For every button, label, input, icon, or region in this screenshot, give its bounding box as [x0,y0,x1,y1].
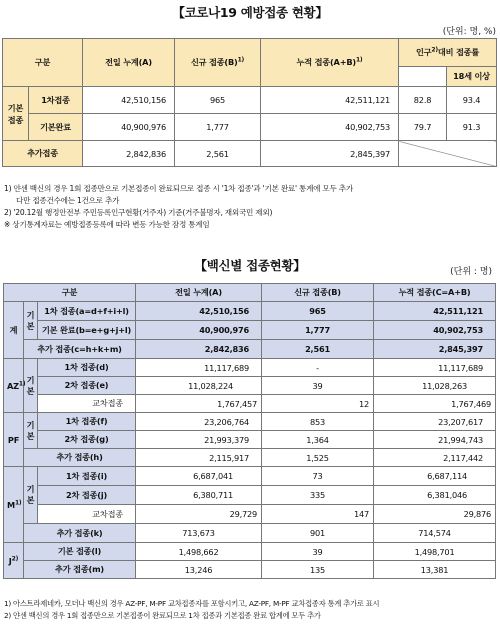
t2-row-label: 기본 완료(b=e+g+j+l) [38,321,136,340]
t2-cell: 39 [262,543,374,561]
t2-group-total: 계 [4,302,24,359]
t2-row-label: 1차 접종(a=d+f+i+l) [38,302,136,321]
t2-cell: 11,117,689 [374,359,496,377]
t2-row-label: 추가 접종(h) [24,449,136,467]
t2-cell: 6,381,046 [374,486,496,505]
t1-cell: 1,777 [175,114,261,141]
vaccination-status-table [2,38,497,167]
t2-cell: 901 [262,524,374,543]
t2-group-pf: PF [4,413,24,467]
t2-row-label: 1차 접종(f) [38,413,136,431]
t2-cell: 13,246 [136,561,262,579]
t2-cell: 73 [262,467,374,486]
t2-cell: 1,767,469 [374,395,496,413]
t2-cell: 2,842,836 [136,340,262,359]
t2-cell: 1,767,457 [136,395,262,413]
t1-header-category: 구분 [3,39,83,87]
t1-basic-group: 기본 접종 [3,87,29,141]
t2-cell: 40,900,976 [136,321,262,340]
t1-diagonal-empty [399,141,497,167]
t2-cell: 2,561 [262,340,374,359]
t2-cell: 1,777 [262,321,374,340]
t1-header-new: 신규 접종$(B)^{1)}$ [175,39,261,87]
t2-row-label: 교차접종 [38,395,136,413]
note-line: 다만 접종건수에는 1건으로 추가 [16,196,120,205]
t2-basic-label: 기본 [24,413,38,449]
t2-row-label: 추가 접종(m) [24,561,136,579]
t2-cell: 2,117,442 [374,449,496,467]
unit-label-1: (단위: 명, %) [442,27,496,37]
t2-row-label: 추가 접종(c=h+k+m) [24,340,136,359]
note-line: 2) 얀센 백신의 경우 1회 접종만으로 기본접종이 완료되므로 1차 접종과 기본접종 완료 합계에 모두 추가 [4,610,321,620]
t2-header-category: 구분 [4,284,136,302]
t2-cell: 11,117,689 [136,359,262,377]
vaccine-breakdown-table [3,283,496,579]
t1-cell: 42,511,121 [261,87,399,114]
t2-row-label: 1차 접종(d) [38,359,136,377]
t2-cell: 11,028,263 [374,377,496,395]
t1-cell: 79.7 [399,114,447,141]
t1-header-rate: 인구$^{2)}$대비 접종률 [399,39,497,67]
t2-cell: 713,673 [136,524,262,543]
t2-header-prev: 전일 누계(A) [136,284,262,302]
t1-header-cum: 누적 접종$(A+B)^{1)}$ [261,39,399,87]
t1-cell: 42,510,156 [83,87,175,114]
t2-group-j: $J^{2)}$ [4,543,24,579]
t2-cell: 1,498,701 [374,543,496,561]
t2-row-label: 추가 접종(k) [24,524,136,543]
t1-cell: 40,902,753 [261,114,399,141]
t2-cell: - [262,359,374,377]
t2-cell: 13,381 [374,561,496,579]
note-line: ※ 상기통계자료는 예방접종등록에 따라 변동 가능한 잠정 통계임 [4,220,210,229]
t2-row-label: 2차 접종(e) [38,377,136,395]
t2-cell: 2,115,917 [136,449,262,467]
t2-cell: 21,993,379 [136,431,262,449]
t2-row-label: 2차 접종(g) [38,431,136,449]
t1-cell: 965 [175,87,261,114]
title-by-vaccine: 【백신별 접종현황】 [194,258,306,273]
t1-cell: 2,842,836 [83,141,175,167]
note-line: 1) 아스트라제네카, 모더나 백신의 경우 AZ-PF, M-PF 교차접종자를 포함시키고, AZ-PF, M-PF 교차접종자 통계 추가로 표시 [4,599,380,608]
t2-row-label: 기본 접종(l) [24,543,136,561]
t2-cell: 135 [262,561,374,579]
t2-row-label: 교차접종 [38,505,136,524]
t2-cell: 6,380,711 [136,486,262,505]
t2-basic-label: 기본 [24,302,38,340]
t1-header-prev: 전일 누계(A) [83,39,175,87]
t2-cell: 147 [262,505,374,524]
t2-cell: 335 [262,486,374,505]
t2-cell: 40,902,753 [374,321,496,340]
t1-cell: 40,900,976 [83,114,175,141]
t2-cell: 2,845,397 [374,340,496,359]
t2-cell: 21,994,743 [374,431,496,449]
t2-header-cum: 누적 접종(C=A+B) [374,284,496,302]
t2-cell: 11,028,224 [136,377,262,395]
t2-cell: 853 [262,413,374,431]
t2-basic-label: 기본 [24,359,38,413]
t1-cell: 82.8 [399,87,447,114]
t1-header-18plus: 18세 이상 [447,67,497,87]
t2-basic-label: 기본 [24,467,38,524]
unit-label-2: (단위 : 명) [450,267,492,277]
t2-cell: 1,364 [262,431,374,449]
t2-cell: 23,206,764 [136,413,262,431]
t1-extra-label: 추가접종 [3,141,83,167]
t2-cell: 6,687,114 [374,467,496,486]
t2-cell: 12 [262,395,374,413]
t2-cell: 42,510,156 [136,302,262,321]
t1-row-label: 기본완료 [29,114,83,141]
t2-header-new: 신규 접종(B) [262,284,374,302]
t1-cell: 2,845,397 [261,141,399,167]
t2-cell: 6,687,041 [136,467,262,486]
t2-cell: 714,574 [374,524,496,543]
t2-group-az: AZ$^{1)}$ [4,359,24,413]
t2-cell: 965 [262,302,374,321]
t2-cell: 29,876 [374,505,496,524]
notes-2 [4,598,379,621]
t1-cell: 2,561 [175,141,261,167]
t2-group-m: $M^{1)}$ [4,467,24,543]
notes-1 [4,183,353,231]
title-vaccination-status: 【코로나19 예방접종 현황】 [172,5,328,20]
note-line: 2) '20.12월 행정안전부 주민등록인구현황(거주자) 기준(거주불명자, 재외국민 제외) [4,208,273,217]
t2-cell: 23,207,617 [374,413,496,431]
t2-cell: 29,729 [136,505,262,524]
t2-row-label: 2차 접종(j) [38,486,136,505]
t2-cell: 1,498,662 [136,543,262,561]
t1-cell: 91.3 [447,114,497,141]
t1-cell: 93.4 [447,87,497,114]
note-line: 1) 얀센 백신의 경우 1회 접종만으로 기본접종이 완료되므로 접종 시 '1차 접종'과 '기본 완료' 통계에 모두 추가 [4,184,353,193]
t2-cell: 42,511,121 [374,302,496,321]
t2-cell: 39 [262,377,374,395]
t2-cell: 1,525 [262,449,374,467]
t2-row-label: 1차 접종(i) [38,467,136,486]
t1-row-label: 1차접종 [29,87,83,114]
